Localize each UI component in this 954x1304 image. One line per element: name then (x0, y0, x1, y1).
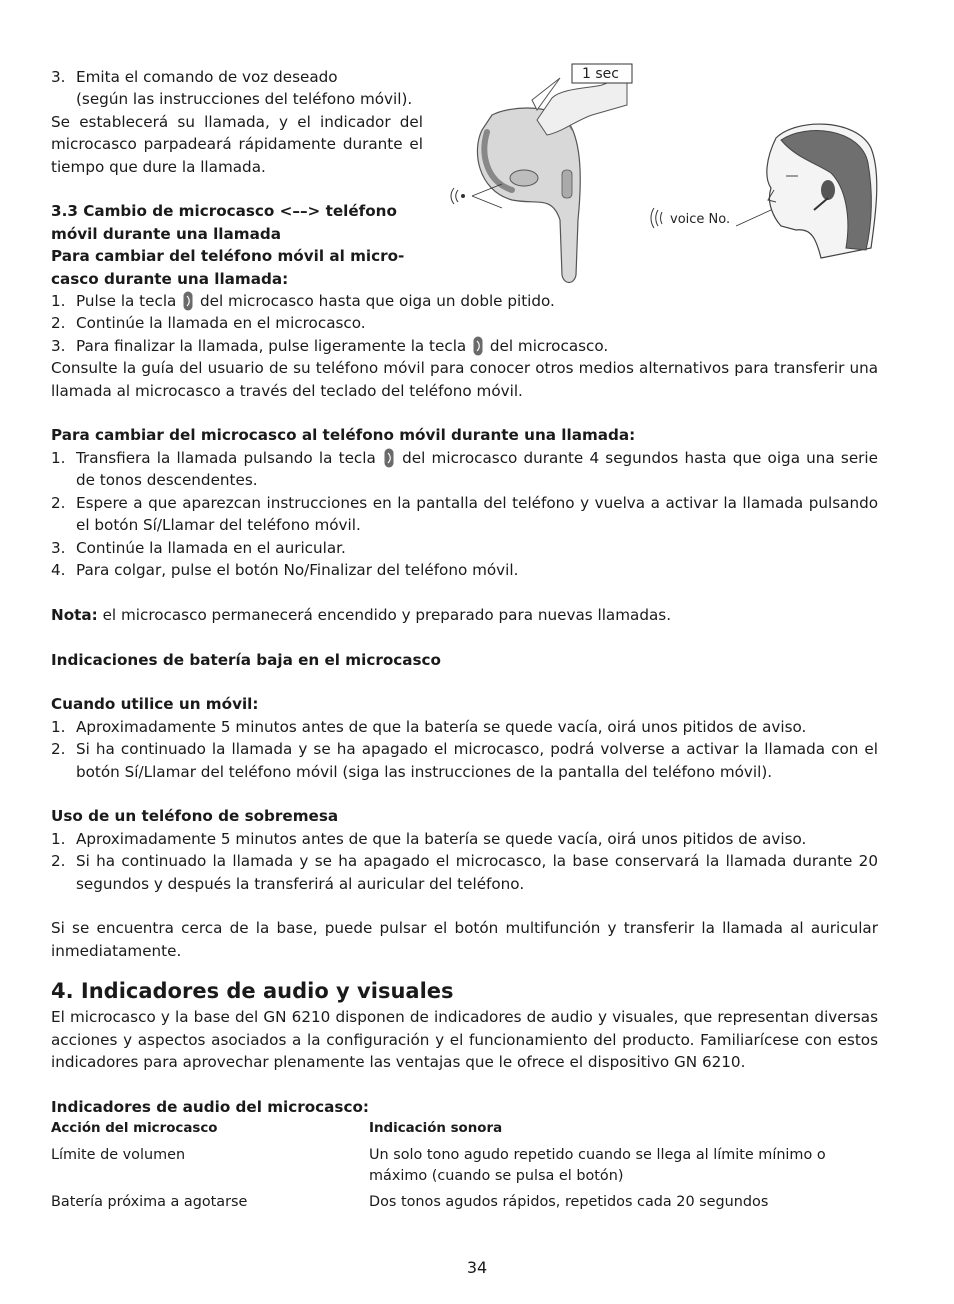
timer-label: 1 sec (582, 66, 619, 82)
step-list (51, 716, 878, 783)
list-item (51, 312, 878, 334)
step-text: del microcasco durante 4 segundos hasta que oiga una serie de tonos descendentes. (76, 448, 878, 490)
section-heading: Indicaciones de batería baja en el microcasco (51, 650, 441, 669)
step-number: 2. (51, 740, 66, 759)
list-item (51, 850, 878, 895)
step-text: Espere a que aparezcan instrucciones en la pantalla del teléfono y vuelva a activar la llamada pulsando el botón Sí/Llamar del teléfono móvil. (76, 493, 878, 535)
note (51, 604, 878, 626)
paragraph: Se establecerá su llamada, y el indicador del microcasco parpadeará rápidamente durante el tiempo que dure la llamada. (51, 112, 423, 176)
paragraph: Consulte la guía del usuario de su teléfono móvil para conocer otros medios alternativos para transferir una llamada al microcasco a través del teclado del teléfono móvil. (51, 359, 878, 400)
top-block (51, 66, 423, 290)
audio-indicator-table (51, 1118, 878, 1213)
list-item (51, 738, 878, 783)
table-header-row (51, 1118, 878, 1139)
subheading: Para cambiar del teléfono móvil al micro-casco durante una llamada: (51, 247, 405, 288)
step-text: del microcasco hasta que oiga un doble pitido. (200, 292, 555, 311)
list-item (51, 290, 878, 312)
multifunction-key-icon (384, 448, 394, 468)
step-text: Si ha continuado la llamada y se ha apagado el microcasco, la base conservará la llamada durante 20 segundos y después la transferirá al auricular del teléfono. (76, 852, 878, 893)
table-cell: Dos tonos agudos rápidos, repetidos cada 20 segundos (369, 1194, 769, 1211)
table-cell: Límite de volumen (51, 1147, 186, 1164)
list-item (51, 492, 878, 537)
table-row (51, 1145, 878, 1187)
step-number: 1. (51, 448, 66, 467)
subheading: Para cambiar del microcasco al teléfono móvil durante una llamada: (51, 426, 636, 445)
list-item (51, 66, 423, 111)
table-title: Indicadores de audio del microcasco: (51, 1097, 369, 1116)
list-item (51, 559, 878, 581)
section-title: 4. Indicadores de audio y visuales (51, 979, 454, 1004)
step-number: 4. (51, 560, 66, 579)
step-text: Aproximadamente 5 minutos antes de que la batería se quede vacía, oirá unos pitidos de aviso. (76, 829, 807, 848)
step-text: Si ha continuado la llamada y se ha apagado el microcasco, podrá volverse a activar la llamada con el botón Sí/Llamar del teléfono móvil (siga las instrucciones de la pantalla del teléfono móvil). (76, 740, 878, 781)
step-number: 2. (51, 314, 66, 333)
table-row (51, 1192, 878, 1213)
list-item (51, 447, 878, 492)
step-number: 1. (51, 292, 66, 311)
step-number: 1. (51, 829, 66, 848)
list-item (51, 716, 878, 738)
step-text: Aproximadamente 5 minutos antes de que la batería se quede vacía, oirá unos pitidos de aviso. (76, 717, 807, 736)
multifunction-key-icon (183, 291, 193, 311)
column-header: Indicación sonora (369, 1121, 503, 1137)
table-cell: Batería próxima a agotarse (51, 1194, 248, 1211)
section-heading: 3.3 Cambio de microcasco <––> teléfono móvil durante una llamada (51, 202, 397, 243)
step-text: Emita el comando de voz deseado (76, 68, 338, 86)
step-text: Transfiera la llamada pulsando la tecla (76, 448, 376, 467)
step-number: 3. (51, 336, 66, 355)
step-number: 2. (51, 852, 66, 871)
list-item (51, 537, 878, 559)
step-text: Continúe la llamada en el auricular. (76, 538, 346, 557)
step-number: 3. (51, 68, 66, 86)
step-text: Para colgar, pulse el botón No/Finalizar del teléfono móvil. (76, 560, 519, 579)
paragraph: El microcasco y la base del GN 6210 disponen de indicadores de audio y visuales, que representan diversas acciones y aspectos asociados a la configuración y el funcionamiento del producto. Familiarícese con estos indicadores para aprovechar plenamente las ventajas que le ofrece el dispositivo GN 6210. (51, 1008, 878, 1071)
page-number: 34 (466, 1258, 488, 1277)
column-header: Acción del microcasco (51, 1121, 218, 1137)
step-text: (según las instrucciones del teléfono móvil). (76, 90, 413, 109)
step-list (51, 447, 878, 581)
note-text: el microcasco permanecerá encendido y preparado para nuevas llamadas. (102, 605, 672, 624)
note-label: Nota: (51, 605, 98, 624)
subheading: Cuando utilice un móvil: (51, 695, 259, 714)
step-list (51, 66, 423, 111)
step-number: 3. (51, 538, 66, 557)
step-text: Pulse la tecla (76, 292, 177, 311)
step-text: Continúe la llamada en el microcasco. (76, 314, 366, 333)
page-content (51, 66, 878, 1213)
step-list (51, 290, 878, 357)
step-list (51, 828, 878, 895)
multifunction-key-icon (473, 336, 483, 356)
table-cell: Un solo tono agudo repetido cuando se llega al límite mínimo o máximo (cuando se pulsa el botón) (369, 1147, 826, 1185)
step-text: Para finalizar la llamada, pulse ligeramente la tecla (76, 336, 467, 355)
step-text: del microcasco. (489, 336, 609, 355)
list-item (51, 828, 878, 850)
subheading: Uso de un teléfono de sobremesa (51, 807, 339, 826)
step-number: 1. (51, 717, 66, 736)
paragraph: Si se encuentra cerca de la base, puede pulsar el botón multifunción y transferir la llamada al auricular inmediatamente. (51, 919, 878, 960)
list-item (51, 335, 878, 357)
voice-label: voice No. (670, 212, 731, 227)
step-number: 2. (51, 493, 66, 512)
